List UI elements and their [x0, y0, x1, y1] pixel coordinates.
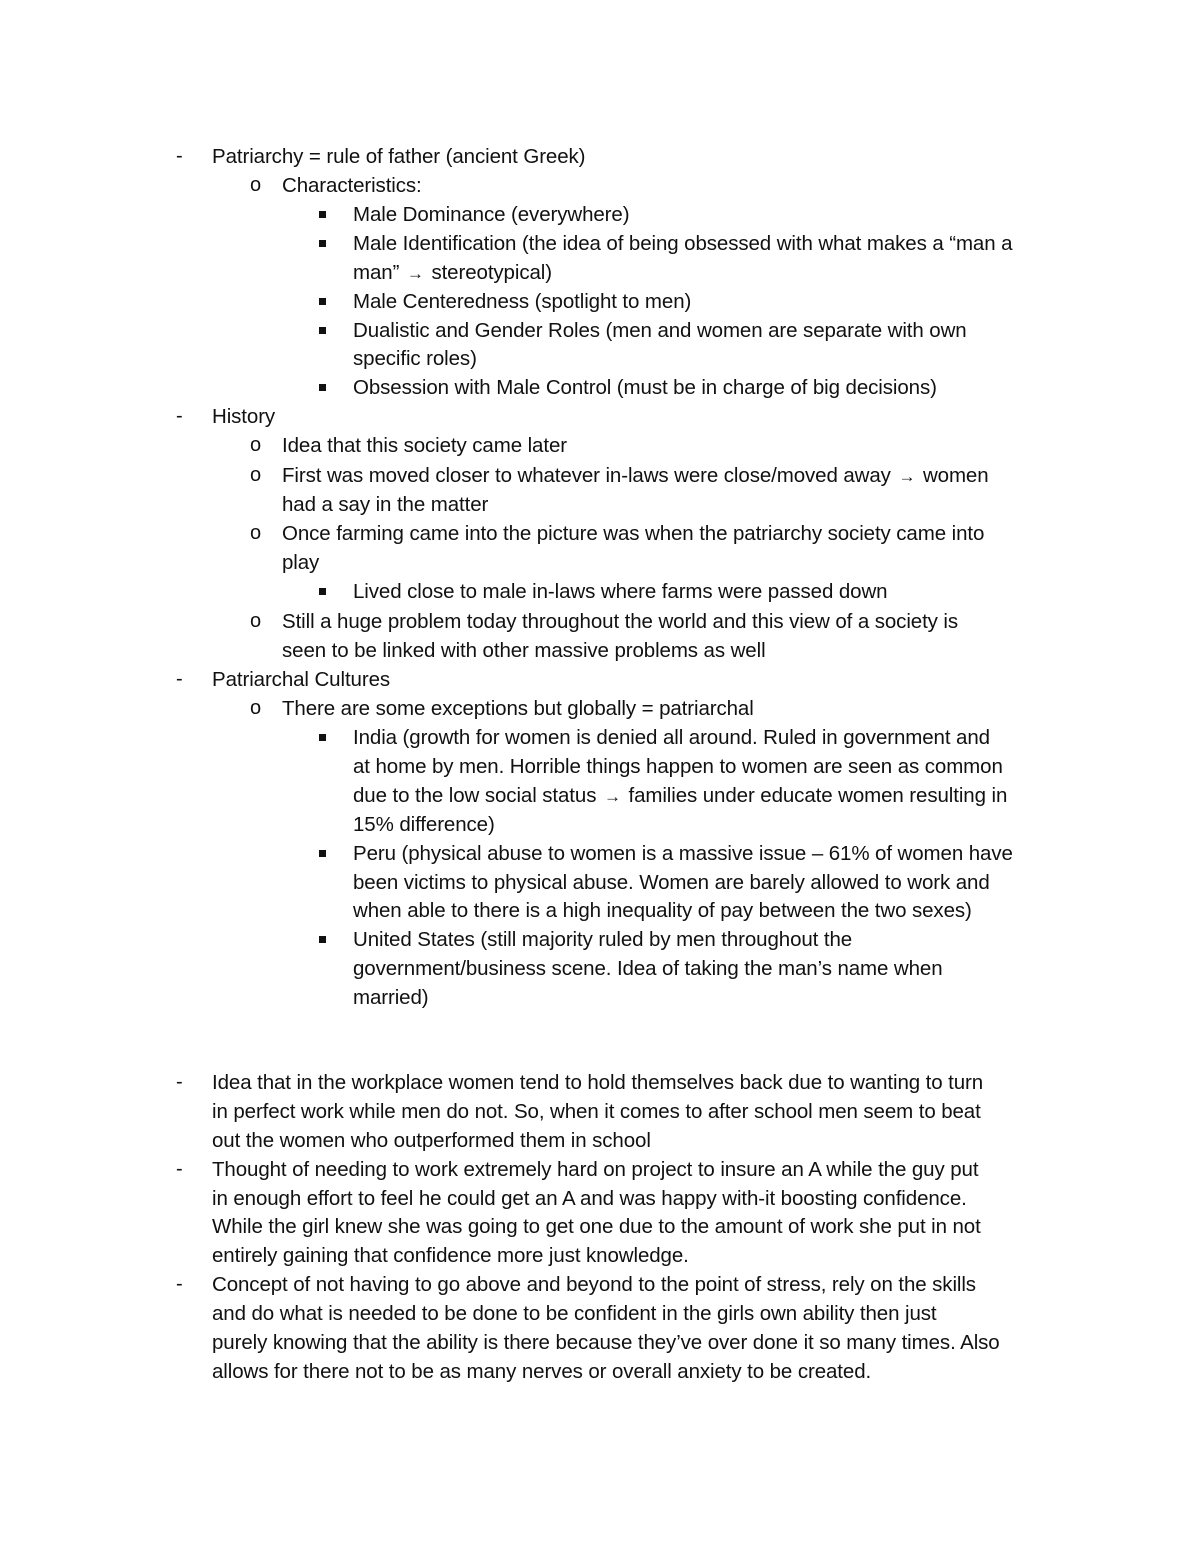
text-line: Male Centeredness (spotlight to men) [353, 290, 692, 313]
text-line: Patriarchy = rule of father (ancient Greek) [212, 145, 586, 168]
square-bullet [319, 384, 326, 391]
text-line: 15% difference) [353, 813, 495, 836]
text-line: and do what is needed to be done to be confident in the girls own ability then just [212, 1302, 937, 1325]
text-segment: First was moved closer to whatever in-laws were close/moved away [282, 464, 891, 487]
text-line: Lived close to male in-laws where farms were passed down [353, 580, 888, 603]
square-bullet [319, 850, 326, 857]
dash-bullet: - [176, 1158, 183, 1180]
text-line: been victims to physical abuse. Women are barely allowed to work and [353, 871, 990, 894]
text-line: seen to be linked with other massive problems as well [282, 639, 766, 662]
text-line: at home by men. Horrible things happen to women are seen as common [353, 755, 1003, 778]
text-line: out the women who outperformed them in school [212, 1129, 651, 1152]
text-segment: due to the low social status [353, 784, 597, 807]
text-line: United States (still majority ruled by men throughout the [353, 928, 853, 951]
text-line: Dualistic and Gender Roles (men and women are separate with own [353, 319, 967, 342]
circle-bullet: o [250, 464, 262, 486]
arrow-icon: → [406, 264, 424, 283]
text-line: allows for there not to be as many nerves or overall anxiety to be created. [212, 1360, 872, 1383]
text-line: Obsession with Male Control (must be in charge of big decisions) [353, 376, 937, 399]
circle-bullet: o [250, 174, 262, 196]
text-line: Once farming came into the picture was when the patriarchy society came into [282, 522, 985, 545]
text-line: Peru (physical abuse to women is a massive issue – 61% of women have [353, 842, 1013, 865]
square-bullet [319, 240, 326, 247]
dash-bullet: - [176, 668, 183, 690]
text-line: India (growth for women is denied all around. Ruled in government and [353, 726, 990, 749]
square-bullet [319, 211, 326, 218]
text-line: married) [353, 986, 429, 1009]
text-line: when able to there is a high inequality of pay between the two sexes) [353, 899, 972, 922]
text-line: in enough effort to feel he could get an A and was happy with-it boosting confidence. [212, 1187, 967, 1210]
text-line [353, 258, 552, 288]
text-line: Still a huge problem today throughout the world and this view of a society is [282, 610, 959, 633]
text-line: Male Dominance (everywhere) [353, 203, 630, 226]
text-segment: women [922, 464, 989, 487]
text-line: purely knowing that the ability is there because they’ve over done it so many times. Also [212, 1331, 1000, 1354]
dash-bullet: - [176, 1071, 183, 1093]
text-line: Thought of needing to work extremely hard on project to insure an A while the guy put [212, 1158, 979, 1181]
text-line: Patriarchal Cultures [212, 668, 391, 691]
text-line: Characteristics: [282, 174, 422, 197]
square-bullet [319, 734, 326, 741]
text-line: play [282, 551, 320, 574]
text-segment: man” [353, 261, 400, 284]
circle-bullet: o [250, 610, 262, 632]
text-line: Male Identification (the idea of being obsessed with what makes a “man a [353, 232, 1013, 255]
arrow-icon: → [603, 787, 621, 806]
text-line: government/business scene. Idea of taking the man’s name when [353, 957, 943, 980]
text-line: History [212, 405, 276, 428]
text-line: entirely gaining that confidence more just knowledge. [212, 1244, 689, 1267]
square-bullet [319, 588, 326, 595]
text-line [282, 461, 989, 491]
circle-bullet: o [250, 522, 262, 544]
text-line: had a say in the matter [282, 493, 489, 516]
text-line: specific roles) [353, 347, 477, 370]
arrow-icon: → [898, 467, 916, 486]
text-line: Idea that in the workplace women tend to hold themselves back due to wanting to turn [212, 1071, 984, 1094]
square-bullet [319, 298, 326, 305]
square-bullet [319, 936, 326, 943]
text-line: in perfect work while men do not. So, when it comes to after school men seem to beat [212, 1100, 981, 1123]
circle-bullet: o [250, 697, 262, 719]
text-segment: families under educate women resulting in [628, 784, 1008, 807]
dash-bullet: - [176, 1273, 183, 1295]
circle-bullet: o [250, 434, 262, 456]
text-line: While the girl knew she was going to get one due to the amount of work she put in not [212, 1215, 981, 1238]
dash-bullet: - [176, 145, 183, 167]
text-line: There are some exceptions but globally = patriarchal [282, 697, 754, 720]
text-line [353, 781, 1007, 811]
text-segment: stereotypical) [431, 261, 552, 284]
text-line: Idea that this society came later [282, 434, 567, 457]
text-line: Concept of not having to go above and beyond to the point of stress, rely on the skills [212, 1273, 976, 1296]
dash-bullet: - [176, 405, 183, 427]
square-bullet [319, 327, 326, 334]
